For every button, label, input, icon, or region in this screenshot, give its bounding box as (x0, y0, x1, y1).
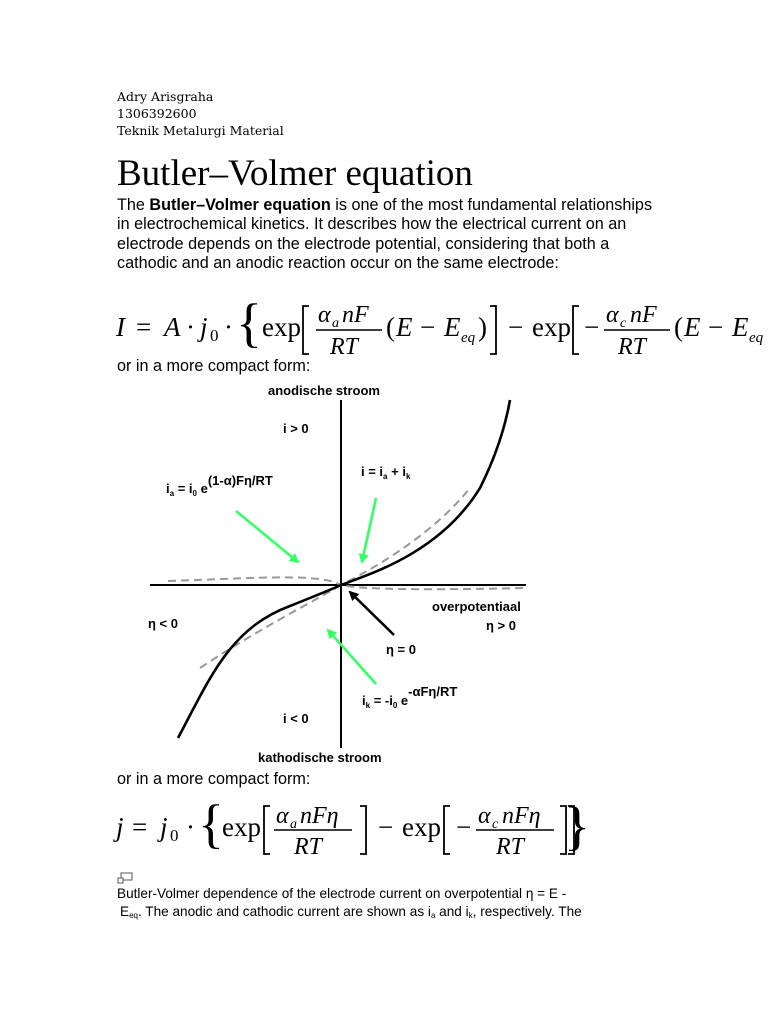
arrow-ia (236, 511, 298, 562)
label-cathodic: kathodische stroom (258, 750, 382, 765)
svg-text:c: c (620, 316, 627, 331)
label-i-pos: i > 0 (283, 421, 309, 436)
svg-text:−: − (420, 312, 436, 342)
anodic-dashed-curve (168, 488, 470, 585)
cathodic-dashed-curve (200, 585, 526, 668)
equation-compact (112, 794, 590, 860)
svg-text:exp: exp (402, 812, 441, 842)
label-i-neg: i < 0 (283, 711, 309, 726)
svg-text:RT: RT (618, 334, 647, 360)
page-title: Butler–Volmer equation (117, 153, 473, 194)
svg-text:j: j (200, 312, 208, 342)
compact-form-label-1: or in a more compact form: (117, 357, 311, 375)
arrow-ik (328, 630, 376, 684)
svg-text:E: E (684, 312, 701, 342)
label-eta-pos: η > 0 (486, 618, 516, 633)
svg-text:a: a (332, 316, 339, 331)
author-id: 1306392600 (117, 106, 197, 121)
svg-text:nFη: nFη (502, 803, 541, 829)
svg-text:nF: nF (630, 302, 657, 328)
equation-full (112, 294, 768, 362)
butler-volmer-diagram (140, 378, 540, 768)
figure-caption (117, 885, 657, 925)
compact-form-label-2: or in a more compact form: (117, 770, 311, 788)
enlarge-image-icon[interactable] (117, 872, 133, 884)
author-name: Adry Arisgraha (117, 89, 214, 104)
svg-text:j: j (116, 812, 124, 842)
svg-text:eq: eq (749, 330, 764, 346)
svg-text:α: α (276, 803, 289, 829)
label-eta-neg: η < 0 (148, 616, 178, 631)
svg-text:α: α (318, 302, 331, 328)
svg-text:j: j (160, 812, 168, 842)
author-block (117, 88, 284, 139)
svg-text:E: E (396, 312, 413, 342)
svg-text:RT: RT (330, 334, 359, 360)
svg-text:): ) (478, 312, 487, 342)
svg-text:I: I (116, 312, 125, 342)
svg-text:RT: RT (294, 834, 323, 860)
author-dept: Teknik Metalurgi Material (117, 123, 284, 138)
svg-text:ia = i0 e(1-α)Fη/RT: $i_a = i_0$ e(1-α)Fη/RT (166, 473, 273, 498)
svg-text:α: α (606, 302, 619, 328)
svg-text:=: = (136, 312, 152, 342)
caption-line-1: Butler-Volmer dependence of the electrode current on overpotential η = E - (117, 886, 567, 901)
svg-text:RT: RT (496, 834, 525, 860)
intro-post: is one of the most fundamental relationships in electrochemical kinetics. It describes how the electrical current on an electrode depends on the electrode potential, considering that both a cathodic and an anodic reaction occur on the same electrode: (117, 196, 653, 272)
intro-pre: The (117, 196, 150, 214)
svg-text:a: a (290, 817, 297, 832)
svg-text:·: · (186, 312, 195, 342)
svg-text:α: α (478, 803, 491, 829)
svg-text:−: − (378, 812, 394, 842)
intro-bold: Butler–Volmer equation (149, 196, 331, 214)
label-ik-eq (362, 684, 457, 710)
arrow-eta-zero (350, 592, 394, 635)
current-curve (178, 400, 510, 738)
svg-text:·: · (224, 312, 233, 342)
svg-text:(: ( (674, 312, 683, 342)
svg-text:−: − (584, 312, 600, 342)
svg-text:(: ( (386, 312, 395, 342)
svg-text:exp: exp (532, 312, 571, 342)
svg-text:0: 0 (210, 326, 219, 345)
svg-text:nFη: nFη (300, 803, 339, 829)
svg-text:−: − (456, 812, 472, 842)
svg-text:ik = -i0 e-αFη/RT: $i_k = -i_0$ e-αFη/RT (362, 684, 458, 710)
svg-text:exp: exp (222, 812, 261, 842)
arrow-isum (362, 498, 376, 562)
label-ia-eq (166, 473, 273, 498)
svg-text:c: c (492, 817, 499, 832)
svg-text:A: A (164, 312, 181, 342)
intro-paragraph (117, 196, 657, 273)
svg-text:0: 0 (170, 826, 179, 845)
svg-text:−: − (708, 312, 724, 342)
svg-text:i = ia + ik: $i = i_a + i_k$ (361, 464, 411, 481)
svg-text:E: E (444, 312, 461, 342)
label-isum-eq (361, 464, 411, 481)
svg-text:·: · (186, 812, 195, 842)
svg-text:eq: eq (461, 330, 476, 346)
svg-text:}: } (564, 796, 590, 856)
svg-text:{: { (198, 794, 224, 854)
svg-text:nF: nF (342, 302, 369, 328)
svg-text:−: − (508, 312, 524, 342)
label-anodic: anodische stroom (268, 383, 380, 398)
svg-text:E: E (732, 312, 749, 342)
caption-line-2: $E_{eq}$. The anodic and cathodic current are shown as $i_a$ and $i_k$, respectively. The (120, 904, 582, 920)
svg-text:=: = (132, 812, 148, 842)
label-eta-zero: η = 0 (386, 642, 416, 657)
svg-text:{: { (236, 293, 262, 353)
label-overpot: overpotentiaal (432, 599, 521, 614)
svg-text:exp: exp (262, 312, 301, 342)
